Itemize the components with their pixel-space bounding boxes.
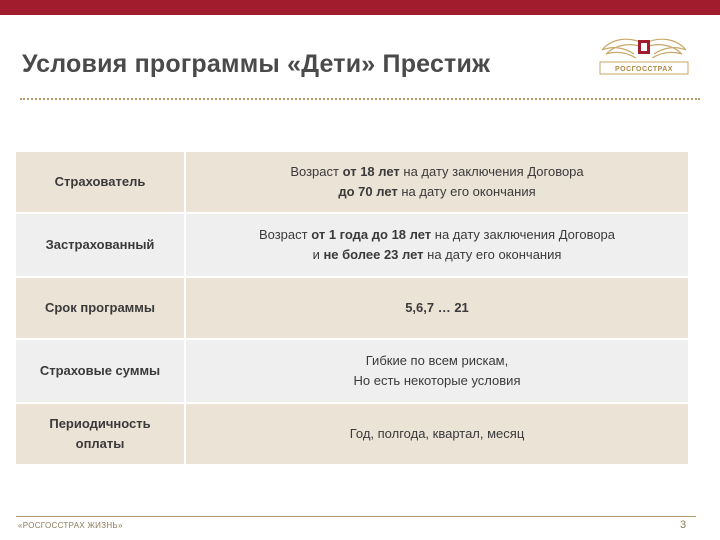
logo-text: РОСГОССТРАХ	[615, 66, 673, 73]
row-value: Год, полгода, квартал, месяц	[349, 426, 525, 441]
table-row	[16, 214, 688, 278]
table-row	[16, 152, 688, 214]
row-label: Страхователь	[16, 152, 186, 212]
row-value: Гибкие по всем рискам, Но есть некоторые условия	[353, 353, 521, 388]
page-number: 3	[680, 519, 687, 531]
table-row	[16, 404, 688, 466]
conditions-table	[16, 152, 688, 466]
slide-title: Условия программы «Дети» Престиж	[22, 50, 490, 78]
footer-divider	[16, 516, 696, 517]
table-row	[16, 278, 688, 340]
row-value: Возраст от 1 года до 18 лет на дату заключения Договора и не более 23 лет на дату его окончания	[258, 227, 616, 262]
row-value: Возраст от 18 лет на дату заключения Договора до 70 лет на дату его окончания	[290, 164, 584, 199]
row-label: Периодичность оплаты	[16, 404, 186, 464]
table-row	[16, 340, 688, 404]
row-label: Застрахованный	[16, 214, 186, 276]
title-divider	[20, 98, 700, 100]
row-label: Срок программы	[16, 278, 186, 338]
row-value: 5,6,7 … 21	[405, 300, 469, 315]
top-accent-bar	[0, 0, 720, 15]
row-label: Страховые суммы	[16, 340, 186, 402]
footer-company: «РОСГОССТРАХ ЖИЗНЬ»	[18, 521, 123, 530]
rosgosstrakh-logo	[598, 34, 690, 80]
